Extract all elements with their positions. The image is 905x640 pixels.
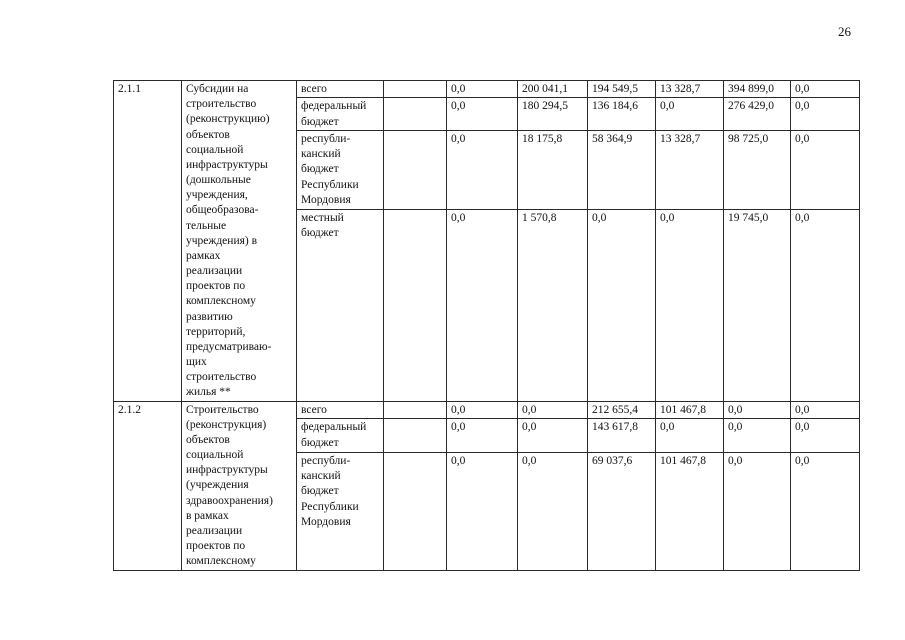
value-cell: 0,0: [518, 453, 588, 570]
source-label: всего: [297, 401, 384, 419]
value-cell: 0,0: [656, 209, 724, 401]
value-cell: 1 570,8: [518, 209, 588, 401]
empty-cell: [384, 453, 447, 570]
value-cell: 200 041,1: [518, 81, 588, 98]
value-cell: 0,0: [791, 419, 860, 453]
value-cell: 0,0: [791, 81, 860, 98]
budget-table: [113, 80, 860, 571]
value-cell: 0,0: [447, 209, 518, 401]
source-label: федеральный бюджет: [297, 419, 384, 453]
value-cell: 0,0: [447, 98, 518, 131]
value-cell: 0,0: [724, 419, 791, 453]
source-label: местный бюджет: [297, 209, 384, 401]
value-cell: 0,0: [447, 419, 518, 453]
table-row: [114, 401, 860, 419]
value-cell: 0,0: [724, 453, 791, 570]
value-cell: 0,0: [447, 401, 518, 419]
empty-cell: [384, 131, 447, 210]
value-cell: 98 725,0: [724, 131, 791, 210]
value-cell: 0,0: [447, 81, 518, 98]
value-cell: 0,0: [656, 419, 724, 453]
empty-cell: [384, 81, 447, 98]
row-code: 2.1.2: [114, 401, 182, 570]
value-cell: 194 549,5: [588, 81, 656, 98]
value-cell: 58 364,9: [588, 131, 656, 210]
value-cell: 0,0: [447, 453, 518, 570]
value-cell: 101 467,8: [656, 401, 724, 419]
page-number: 26: [838, 24, 851, 39]
table-row: [114, 81, 860, 98]
value-cell: 0,0: [447, 131, 518, 210]
value-cell: 0,0: [724, 401, 791, 419]
value-cell: 101 467,8: [656, 453, 724, 570]
value-cell: 13 328,7: [656, 81, 724, 98]
value-cell: 0,0: [656, 98, 724, 131]
empty-cell: [384, 419, 447, 453]
value-cell: 0,0: [791, 98, 860, 131]
value-cell: 18 175,8: [518, 131, 588, 210]
value-cell: 0,0: [791, 209, 860, 401]
empty-cell: [384, 98, 447, 131]
value-cell: 0,0: [518, 401, 588, 419]
value-cell: 136 184,6: [588, 98, 656, 131]
source-label: всего: [297, 81, 384, 98]
value-cell: 394 899,0: [724, 81, 791, 98]
source-label: республи- канский бюджет Республики Мордовия: [297, 131, 384, 210]
value-cell: 0,0: [791, 453, 860, 570]
row-name: Строительство (реконструкция) объектов социальной инфраструктуры (учреждения здравоохранения) в рамках реализации проектов по комплексному: [182, 401, 297, 570]
value-cell: 276 429,0: [724, 98, 791, 131]
value-cell: 0,0: [791, 401, 860, 419]
value-cell: 69 037,6: [588, 453, 656, 570]
value-cell: 0,0: [588, 209, 656, 401]
value-cell: 0,0: [791, 131, 860, 210]
value-cell: 143 617,8: [588, 419, 656, 453]
value-cell: 19 745,0: [724, 209, 791, 401]
value-cell: 13 328,7: [656, 131, 724, 210]
empty-cell: [384, 401, 447, 419]
value-cell: 0,0: [518, 419, 588, 453]
row-name: Субсидии на строительство (реконструкцию) объектов социальной инфраструктуры (дошкольные учреждения, общеобразова- тельные учреждения) в рамках реализации проектов по комплексному развитию территорий, предусматриваю- щих строительство жилья **: [182, 81, 297, 402]
empty-cell: [384, 209, 447, 401]
row-code: 2.1.1: [114, 81, 182, 402]
source-label: федеральный бюджет: [297, 98, 384, 131]
source-label: республи- канский бюджет Республики Мордовия: [297, 453, 384, 570]
value-cell: 212 655,4: [588, 401, 656, 419]
value-cell: 180 294,5: [518, 98, 588, 131]
